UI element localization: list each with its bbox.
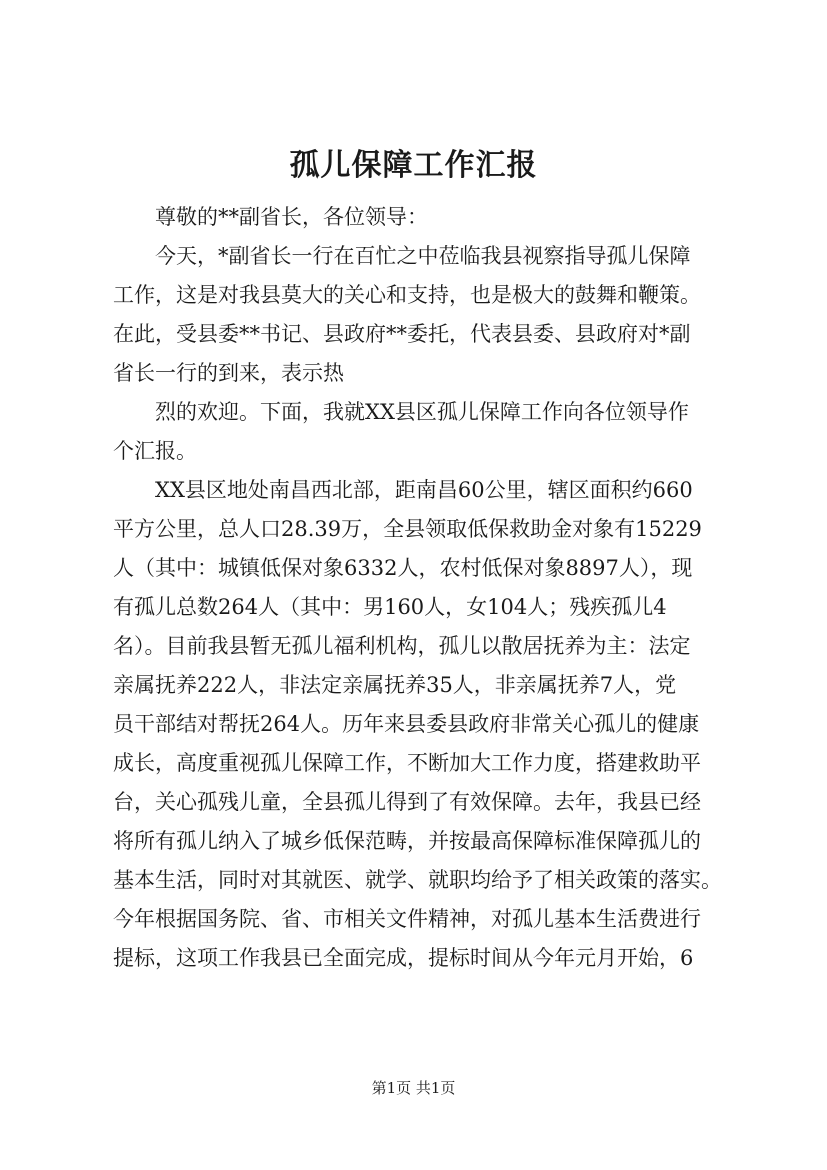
paragraph-line: XX县区地处南昌西北部，距南昌60公里，辖区面积约660 (155, 478, 693, 502)
document-body (113, 198, 725, 978)
paragraph-line: 今天，*副省长一行在百忙之中莅临我县视察指导孤儿保障 (155, 244, 691, 268)
paragraph-line: 省长一行的到来，表示热 (113, 361, 344, 385)
paragraph-line: 在此，受县委**书记、县政府**委托，代表县委、县政府对*副 (113, 322, 691, 346)
page-footer: 第1页 共1页 (371, 1079, 456, 1097)
paragraph-line: 提标，这项工作我县已全面完成，提标时间从今年元月开始，6 (113, 946, 694, 970)
paragraph-line: 成长，高度重视孤儿保障工作，不断加大工作力度，搭建救助平 (113, 751, 701, 775)
paragraph-line: 亲属抚养222人，非法定亲属抚养35人，非亲属抚养7人，党 (113, 673, 677, 697)
paragraph-line: 台，关心孤残儿童，全县孤儿得到了有效保障。去年，我县已经 (113, 790, 701, 814)
paragraph-line: 基本生活，同时对其就医、就学、就职均给予了相关政策的落实。 (113, 868, 722, 892)
paragraph-line: 个汇报。 (113, 439, 197, 463)
paragraph-line: 将所有孤儿纳入了城乡低保范畴，并按最高保障标准保障孤儿的 (113, 829, 701, 853)
paragraph-line: 员干部结对帮抚264人。历年来县委县政府非常关心孤儿的健康 (113, 712, 700, 736)
document-title: 孤儿保障工作汇报 (289, 148, 538, 183)
paragraph-line: 名）。目前我县暂无孤儿福利机构，孤儿以散居抚养为主：法定 (113, 634, 691, 658)
paragraph-line: 烈的欢迎。下面，我就XX县区孤儿保障工作向各位领导作 (155, 400, 689, 424)
paragraph-line: 今年根据国务院、省、市相关文件精神，对孤儿基本生活费进行 (113, 907, 701, 931)
paragraph-line: 人（其中：城镇低保对象6332人，农村低保对象8897人），现 (113, 556, 693, 580)
salutation-line: 尊敬的**副省长，各位领导： (155, 205, 428, 229)
paragraph-line: 平方公里，总人口28.39万，全县领取低保救助金对象有15229 (113, 517, 702, 541)
paragraph-line: 有孤儿总数264人（其中：男160人，女104人；残疾孤儿4 (113, 595, 667, 619)
paragraph-line: 工作，这是对我县莫大的关心和支持，也是极大的鼓舞和鞭策。 (113, 283, 701, 307)
